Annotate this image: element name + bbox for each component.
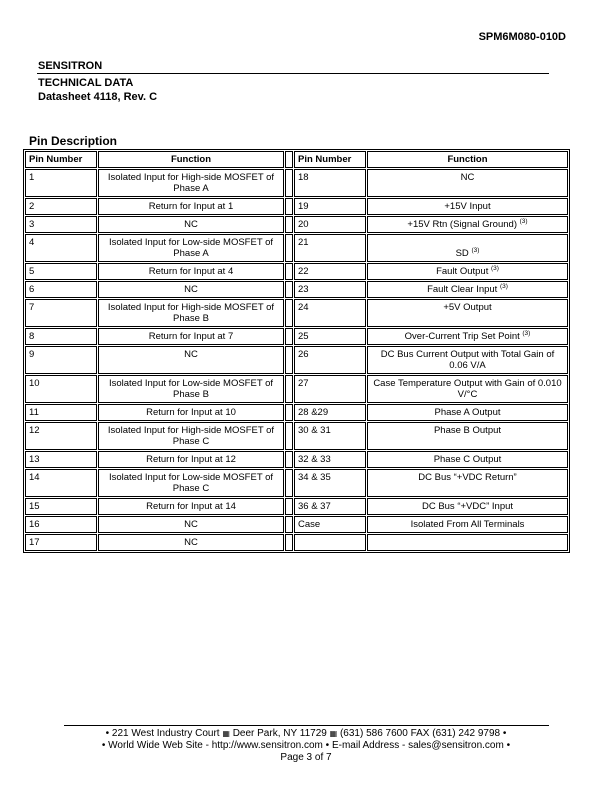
column-gap — [285, 169, 293, 197]
bullet-icon: • — [506, 740, 511, 751]
right-pin-number: 25 — [294, 328, 366, 345]
section-title: Pin Description — [29, 134, 118, 148]
right-pin-function — [367, 234, 568, 262]
left-pin-function: Return for Input at 7 — [98, 328, 284, 345]
column-gap — [285, 151, 293, 168]
left-pin-function: Isolated Input for High-side MOSFET of Phase C — [98, 422, 284, 450]
left-pin-number: 13 — [25, 451, 97, 468]
footer-web[interactable]: World Wide Web Site - http://www.sensitron.com — [108, 740, 323, 751]
right-pin-function — [367, 198, 568, 215]
column-gap — [285, 198, 293, 215]
left-pin-function: Return for Input at 10 — [98, 404, 284, 421]
right-pin-function — [367, 534, 568, 551]
right-pin-number: Case — [294, 516, 366, 533]
right-pin-number: 34 & 35 — [294, 469, 366, 497]
footer-city: Deer Park, NY 11729 — [232, 728, 327, 739]
right-pin-function — [367, 498, 568, 515]
right-pin-function — [367, 328, 568, 345]
right-pin-function-text: SD — [455, 248, 469, 259]
right-pin-number: 28 &29 — [294, 404, 366, 421]
left-pin-function: Isolated Input for High-side MOSFET of Phase B — [98, 299, 284, 327]
right-pin-function-text: Fault Clear Input — [427, 284, 498, 295]
bullet-icon: • — [105, 728, 110, 739]
column-header-function-2: Function — [367, 151, 568, 168]
left-pin-number: 4 — [25, 234, 97, 262]
column-header-pin-number: Pin Number — [25, 151, 97, 168]
left-pin-number: 3 — [25, 216, 97, 233]
separator-icon: ▦ — [329, 729, 338, 738]
table-row — [25, 216, 568, 233]
left-pin-number: 1 — [25, 169, 97, 197]
right-pin-number: 20 — [294, 216, 366, 233]
table-row — [25, 404, 568, 421]
column-gap — [285, 346, 293, 374]
left-pin-number: 10 — [25, 375, 97, 403]
column-gap — [285, 469, 293, 497]
left-pin-function: Isolated Input for Low-side MOSFET of Phase A — [98, 234, 284, 262]
pin-description-table — [23, 149, 570, 553]
left-pin-number: 11 — [25, 404, 97, 421]
left-pin-number: 7 — [25, 299, 97, 327]
right-pin-number: 19 — [294, 198, 366, 215]
right-pin-function — [367, 451, 568, 468]
column-gap — [285, 328, 293, 345]
column-gap — [285, 375, 293, 403]
column-gap — [285, 516, 293, 533]
footer-line-1 — [0, 728, 612, 740]
separator-icon: ▦ — [222, 729, 230, 738]
right-pin-function — [367, 216, 568, 233]
document-info — [38, 76, 157, 104]
right-pin-function — [367, 299, 568, 327]
left-pin-function: NC — [98, 346, 284, 374]
right-pin-number: 26 — [294, 346, 366, 374]
right-pin-number: 30 & 31 — [294, 422, 366, 450]
pin-rows — [25, 169, 568, 551]
left-pin-function: Isolated Input for Low-side MOSFET of Phase C — [98, 469, 284, 497]
right-pin-function — [367, 469, 568, 497]
footer-phone: (631) 586 7600 — [339, 728, 408, 739]
left-pin-function: NC — [98, 281, 284, 298]
table-row — [25, 422, 568, 450]
table-row — [25, 234, 568, 262]
right-pin-function — [367, 263, 568, 280]
left-pin-number: 16 — [25, 516, 97, 533]
footnote-ref: (3) — [522, 330, 531, 337]
right-pin-function-text: Isolated From All Terminals — [410, 519, 525, 530]
right-pin-number: 18 — [294, 169, 366, 197]
right-pin-function-text: +5V Output — [443, 302, 492, 313]
page-number: Page 3 of 7 — [280, 752, 332, 763]
column-gap — [285, 451, 293, 468]
right-pin-function-text: Phase B Output — [433, 425, 502, 436]
right-pin-function — [367, 422, 568, 450]
right-pin-number: 32 & 33 — [294, 451, 366, 468]
left-pin-function: NC — [98, 516, 284, 533]
left-pin-function: Return for Input at 1 — [98, 198, 284, 215]
left-pin-number: 14 — [25, 469, 97, 497]
right-pin-function-text: +15V Rtn (Signal Ground) — [407, 219, 517, 230]
right-pin-number — [294, 534, 366, 551]
table-row — [25, 169, 568, 197]
right-pin-function — [367, 516, 568, 533]
table-row — [25, 198, 568, 215]
right-pin-function — [367, 169, 568, 197]
footer-divider — [64, 725, 549, 726]
left-pin-number: 8 — [25, 328, 97, 345]
datasheet-revision: Datasheet 4118, Rev. C — [38, 91, 158, 103]
column-gap — [285, 299, 293, 327]
right-pin-number: 27 — [294, 375, 366, 403]
column-gap — [285, 216, 293, 233]
left-pin-number: 6 — [25, 281, 97, 298]
doc-type: TECHNICAL DATA — [38, 77, 134, 89]
column-gap — [285, 422, 293, 450]
left-pin-number: 5 — [25, 263, 97, 280]
table-row — [25, 281, 568, 298]
right-pin-number: 24 — [294, 299, 366, 327]
right-pin-function-text: DC Bus “+VDC” Input — [421, 501, 514, 512]
right-pin-number: 21 — [294, 234, 366, 262]
table-header-row — [25, 151, 568, 168]
left-pin-function: Return for Input at 12 — [98, 451, 284, 468]
column-header-pin-number-2: Pin Number — [294, 151, 366, 168]
right-pin-number: 23 — [294, 281, 366, 298]
table-row — [25, 534, 568, 551]
footer-address: 221 West Industry Court — [111, 728, 220, 739]
right-pin-number: 36 & 37 — [294, 498, 366, 515]
table-row — [25, 346, 568, 374]
table-row — [25, 516, 568, 533]
footer-email[interactable]: E-mail Address - sales@sensitron.com — [331, 740, 504, 751]
table-row — [25, 498, 568, 515]
left-pin-function: Isolated Input for High-side MOSFET of Phase A — [98, 169, 284, 197]
column-gap — [285, 534, 293, 551]
footer — [0, 728, 612, 764]
column-gap — [285, 498, 293, 515]
company-name: SENSITRON — [38, 60, 103, 72]
left-pin-function: Return for Input at 4 — [98, 263, 284, 280]
footer-line-2 — [0, 740, 612, 752]
left-pin-number: 12 — [25, 422, 97, 450]
right-pin-number: 22 — [294, 263, 366, 280]
right-pin-function-text: Phase A Output — [434, 407, 501, 418]
table-row — [25, 328, 568, 345]
table-row — [25, 451, 568, 468]
left-pin-function: NC — [98, 216, 284, 233]
footnote-ref: (3) — [499, 283, 508, 290]
footnote-ref: (3) — [519, 218, 528, 225]
part-number: SPM6M080-010D — [478, 31, 566, 43]
column-gap — [285, 234, 293, 262]
left-pin-function: Return for Input at 14 — [98, 498, 284, 515]
right-pin-function-text: DC Bus “+VDC Return” — [418, 472, 517, 483]
header-divider — [37, 73, 549, 74]
right-pin-function — [367, 281, 568, 298]
table-row — [25, 375, 568, 403]
left-pin-number: 17 — [25, 534, 97, 551]
left-pin-number: 15 — [25, 498, 97, 515]
footer-fax: FAX (631) 242 9798 — [410, 728, 501, 739]
left-pin-function: Isolated Input for Low-side MOSFET of Phase B — [98, 375, 284, 403]
table-row — [25, 263, 568, 280]
column-header-function: Function — [98, 151, 284, 168]
footnote-ref: (3) — [471, 247, 480, 254]
table-row — [25, 299, 568, 327]
column-gap — [285, 263, 293, 280]
right-pin-function — [367, 404, 568, 421]
left-pin-number: 2 — [25, 198, 97, 215]
right-pin-function-text: DC Bus Current Output with Total Gain of 0.06 V/A — [380, 349, 555, 371]
column-gap — [285, 281, 293, 298]
left-pin-function: NC — [98, 534, 284, 551]
right-pin-function — [367, 375, 568, 403]
footnote-ref: (3) — [490, 265, 499, 272]
right-pin-function-text: Case Temperature Output with Gain of 0.010 V/°C — [373, 378, 562, 400]
left-pin-number: 9 — [25, 346, 97, 374]
right-pin-function — [367, 346, 568, 374]
bullet-icon: • — [502, 728, 507, 739]
table-row — [25, 469, 568, 497]
bullet-icon: • — [101, 740, 106, 751]
column-gap — [285, 404, 293, 421]
bullet-icon: • — [325, 740, 330, 751]
right-pin-function-text: +15V Input — [444, 201, 491, 212]
right-pin-function-text: Phase C Output — [433, 454, 502, 465]
right-pin-function-text: NC — [460, 172, 475, 183]
right-pin-function-text: Over-Current Trip Set Point — [404, 331, 520, 342]
right-pin-function-text: Fault Output — [436, 266, 489, 277]
